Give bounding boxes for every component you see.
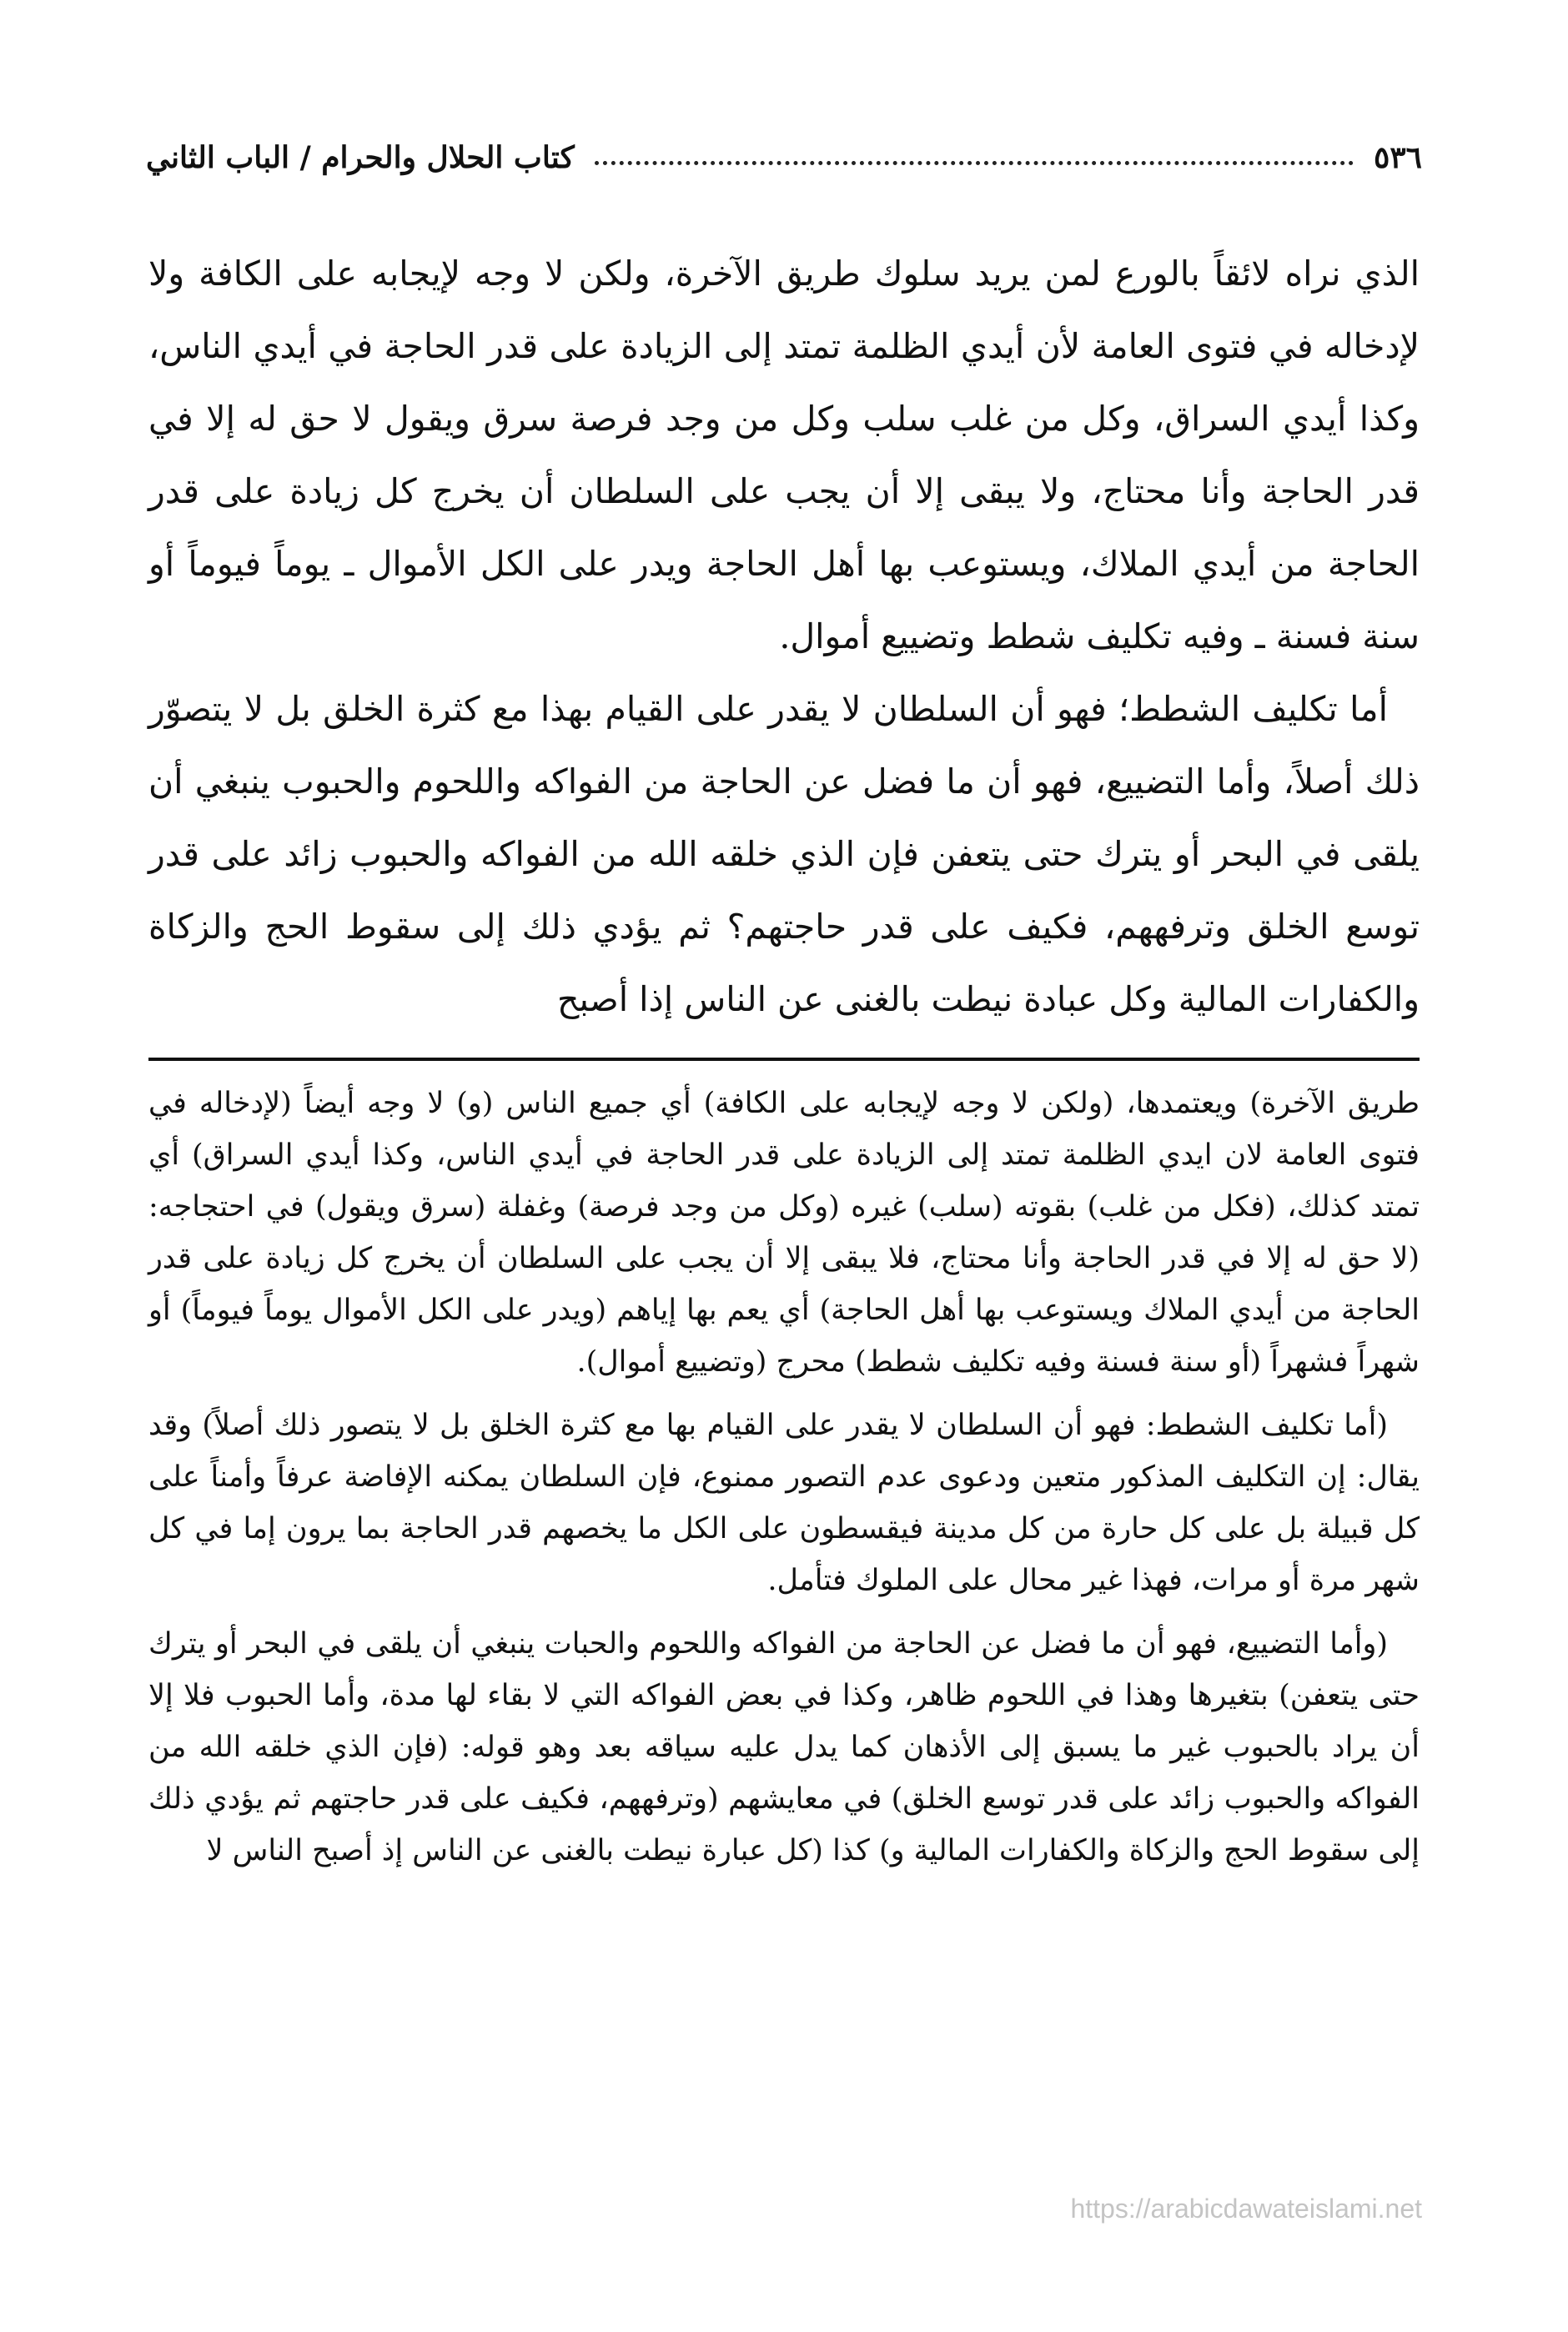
running-title: كتاب الحلال والحرام / الباب الثاني bbox=[146, 140, 575, 175]
watermark-url: https://arabicdawateislami.net bbox=[1070, 2194, 1422, 2224]
commentary-section bbox=[148, 1078, 1420, 1888]
footnote-separator bbox=[148, 1058, 1420, 1061]
main-paragraph-1: الذي نراه لائقاً بالورع لمن يريد سلوك طريق الآخرة، ولكن لا وجه لإيجابه على الكافة ولا لإدخاله في فتوى العامة لأن أيدي الظلمة تمتد إلى الزيادة على قدر الحاجة في أيدي الناس، وكذا أيدي السراق، وكل من غلب سلب وكل من وجد فرصة سرق ويقول لا حق له إلا في قدر الحاجة وأنا محتاج، ولا يبقى إلا أن يجب على السلطان أن يخرج كل زيادة على قدر الحاجة من أيدي الملاك، ويستوعب بها أهل الحاجة ويدر على الكل الأموال ـ يوماً فيوماً أو سنة فسنة ـ وفيه تكليف شطط وتضييع أموال. bbox=[148, 254, 1420, 656]
commentary-paragraph-2: (أما تكليف الشطط: فهو أن السلطان لا يقدر على القيام بها مع كثرة الخلق بل لا يتصور ذلك أصلاً) وقد يقال: إن التكليف المذكور متعين ودعوى عدم التصور ممنوع، فإن السلطان يمكنه الإفاضة عرفاً وأمناً على كل قبيلة بل على كل حارة من كل مدينة فيقسطون على الكل ما يخصهم قدر الحاجة بما يرون إما في كل شهر مرة أو مرات، فهذا غير محال على الملوك فتأمل. bbox=[148, 1409, 1420, 1597]
page-header bbox=[146, 125, 1422, 175]
commentary-paragraph-1: طريق الآخرة) ويعتمدها، (ولكن لا وجه لإيجابه على الكافة) أي جميع الناس (و) لا وجه أيضاً (لإدخاله في فتوى العامة لان ايدي الظلمة تمتد إلى الزيادة على قدر الحاجة في أيدي الناس، وكذا أيدي السراق) أي تمتد كذلك، (فكل من غلب) بقوته (سلب) غيره (وكل من وجد فرصة) وغفلة (سرق ويقول) في احتجاجه: (لا حق له إلا في قدر الحاجة وأنا محتاج، فلا يبقى إلا أن يجب على السلطان أن يخرج كل زيادة على قدر الحاجة من أيدي الملاك ويستوعب بها أهل الحاجة) أي يعم بها إياهم (ويدر على الكل الأموال يوماً فيوماً) أو شهراً فشهراً (أو سنة فسنة وفيه تكليف شطط) محرج (وتضييع أموال). bbox=[148, 1087, 1420, 1379]
main-text bbox=[148, 238, 1420, 1036]
page-number: ٥٣٦ bbox=[1373, 140, 1422, 175]
header-dotted-leader bbox=[595, 161, 1354, 165]
main-paragraph-2: أما تكليف الشطط؛ فهو أن السلطان لا يقدر على القيام بهذا مع كثرة الخلق بل لا يتصوّر ذلك أصلاً، وأما التضييع، فهو أن ما فضل عن الحاجة من الفواكه واللحوم والحبوب ينبغي أن يلقى في البحر أو يترك حتى يتعفن فإن الذي خلقه الله من الفواكه والحبوب زائد على قدر توسع الخلق وترفههم، فكيف على قدر حاجتهم؟ ثم يؤدي ذلك إلى سقوط الحج والزكاة والكفارات المالية وكل عبادة نيطت بالغنى عن الناس إذا أصبح bbox=[148, 689, 1420, 1019]
commentary-paragraph-3: (وأما التضييع، فهو أن ما فضل عن الحاجة من الفواكه واللحوم والحبات ينبغي أن يلقى في البحر أو يترك حتى يتعفن) بتغيرها وهذا في اللحوم ظاهر، وكذا في بعض الفواكه التي لا بقاء لها مدة، وأما الحبوب فلا إلا أن يراد بالحبوب غير ما يسبق إلى الأذهان كما يدل عليه سياقه بعد وهو قوله: (فإن الذي خلقه الله من الفواكه والحبوب زائد على قدر توسع الخلق) في معايشهم (وترفههم، فكيف على قدر حاجتهم ثم يؤدي ذلك إلى سقوط الحج والزكاة والكفارات المالية و) كذا (كل عبارة نيطت بالغنى عن الناس إذ أصبح الناس لا bbox=[148, 1627, 1420, 1867]
